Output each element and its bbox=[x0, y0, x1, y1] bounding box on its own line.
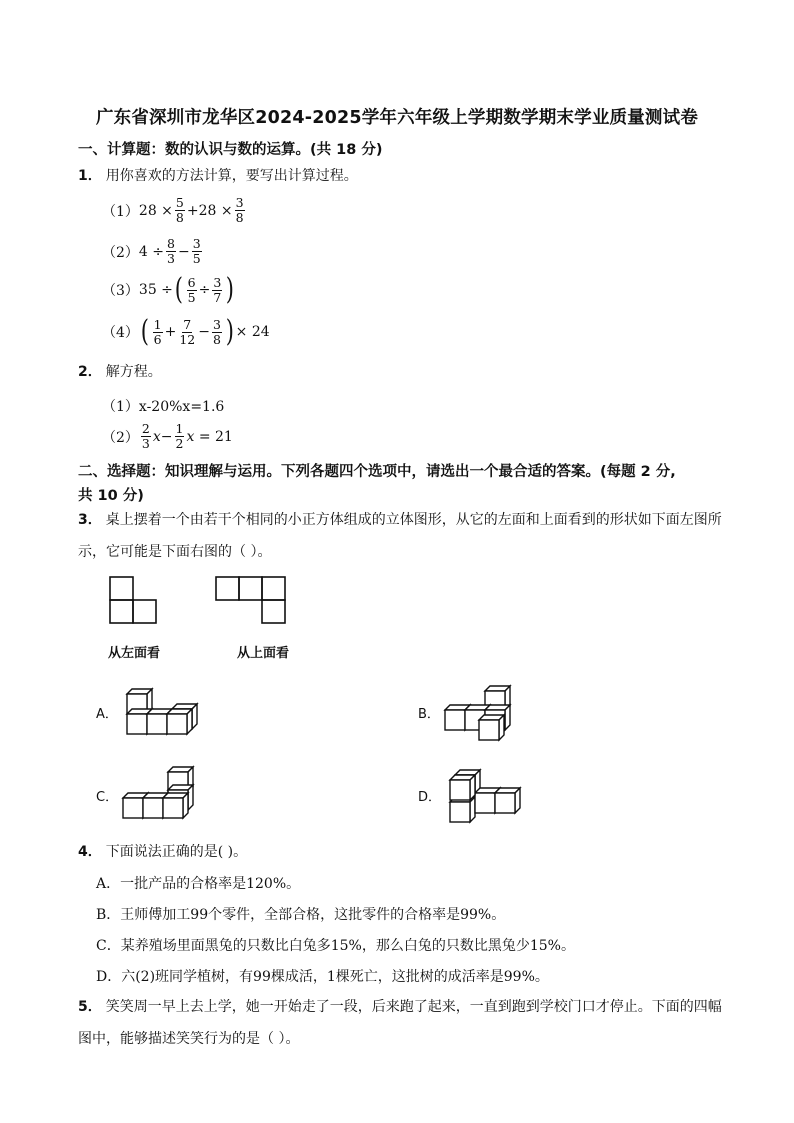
q3-option-a-figure[interactable] bbox=[125, 684, 215, 744]
q2-item-1-expr: x-20%x=1.6 bbox=[138, 399, 225, 415]
question-5-line1: 笑笑周一早上去上学，她一开始走了一段，后来跑了起来，一直到跑到学校门口才停止。下面的四幅 bbox=[105, 999, 722, 1015]
question-5 bbox=[78, 991, 770, 1055]
q4-option-a[interactable]: A．一批产品的合格率是120%。 bbox=[96, 876, 301, 892]
question-5-line2: 图中，能够描述笑笑行为的是（ ）。 bbox=[78, 1031, 300, 1047]
question-2-text: 解方程。 bbox=[105, 364, 162, 380]
question-4-text: 下面说法正确的是( )。 bbox=[105, 844, 248, 860]
question-1 bbox=[78, 160, 770, 192]
q4-option-c[interactable]: C．某养殖场里面黑兔的只数比白兔多15%，那么白兔的只数比黑兔少15%。 bbox=[96, 938, 575, 954]
question-1-text: 用你喜欢的方法计算，要写出计算过程。 bbox=[105, 168, 358, 184]
question-2-number: 2． bbox=[78, 364, 102, 380]
q2-item-2: （2） $\frac{2}{3}$ x− $\frac{1}{2}$ x = 21 bbox=[102, 421, 233, 451]
q3-option-b-figure[interactable] bbox=[443, 684, 533, 746]
section1-heading: 一、计算题：数的认识与数的运算。(共 18 分) bbox=[78, 142, 383, 158]
q3-option-c-label[interactable]: C． bbox=[96, 790, 119, 805]
question-3-line1: 桌上摆着一个由若干个相同的小正方体组成的立体图形，从它的左面和上面看到的形状如下面左图所 bbox=[105, 512, 722, 528]
q1-item-3-label: （3） bbox=[102, 283, 139, 299]
q1-item-4-label: （4） bbox=[102, 325, 139, 341]
top-view-label: 从上面看 bbox=[237, 646, 290, 661]
q4-option-b[interactable]: B．王师傅加工99个零件，全部合格，这批零件的合格率是99%。 bbox=[96, 907, 506, 923]
question-3-line2: 示，它可能是下面右图的（ ）。 bbox=[78, 544, 272, 560]
q1-item-1: （1） 28 × $\frac{5}{8}$ +28 × $\frac{3}{8}$ bbox=[102, 195, 244, 225]
q2-item-1 bbox=[102, 396, 224, 416]
section2-heading bbox=[78, 460, 768, 508]
question-4 bbox=[78, 836, 770, 868]
q1-item-4: （4） ( $\frac{1}{6}$ + $\frac{7}{12}$ − $\frac{3}{8}$ ) × 24 bbox=[102, 314, 270, 349]
question-3-number: 3． bbox=[78, 512, 102, 528]
q2-item-2-label: （2） bbox=[102, 429, 139, 446]
section2-heading-line2: 共 10 分) bbox=[78, 488, 144, 504]
q1-item-3: （3） 35 ÷ ( $\frac{6}{5}$ ÷ $\frac{3}{7}$ ) bbox=[102, 272, 235, 307]
q3-views-figure bbox=[100, 572, 320, 667]
q1-item-1-label: （1） bbox=[102, 203, 139, 220]
question-4-number: 4． bbox=[78, 844, 102, 860]
q2-item-1-label: （1） bbox=[102, 399, 139, 415]
section2-heading-line1: 二、选择题：知识理解与运用。下列各题四个选项中，请选出一个最合适的答案。(每题 2 分, bbox=[78, 464, 676, 480]
question-5-number: 5． bbox=[78, 999, 102, 1015]
q3-option-a-label[interactable]: A． bbox=[96, 707, 118, 722]
q4-option-d[interactable]: D．六(2)班同学植树，有99棵成活，1棵死亡，这批树的成活率是99%。 bbox=[96, 969, 549, 985]
question-2 bbox=[78, 356, 770, 388]
q3-option-c-figure[interactable] bbox=[121, 765, 211, 827]
left-view-label: 从左面看 bbox=[108, 646, 161, 661]
question-3 bbox=[78, 504, 770, 568]
left-view-diagram bbox=[110, 577, 156, 623]
question-1-number: 1． bbox=[78, 168, 102, 184]
q1-item-2: （2） 4 ÷ $\frac{8}{3}$ − $\frac{3}{5}$ bbox=[102, 236, 201, 266]
q3-option-d-figure[interactable] bbox=[446, 767, 536, 829]
q3-option-d-label[interactable]: D． bbox=[418, 790, 442, 805]
q3-option-b-label[interactable]: B． bbox=[418, 707, 440, 722]
q1-item-2-label: （2） bbox=[102, 244, 139, 261]
top-view-diagram bbox=[216, 577, 285, 623]
page-title: 广东省深圳市龙华区2024-2025学年六年级上学期数学期末学业质量测试卷 bbox=[95, 108, 699, 128]
